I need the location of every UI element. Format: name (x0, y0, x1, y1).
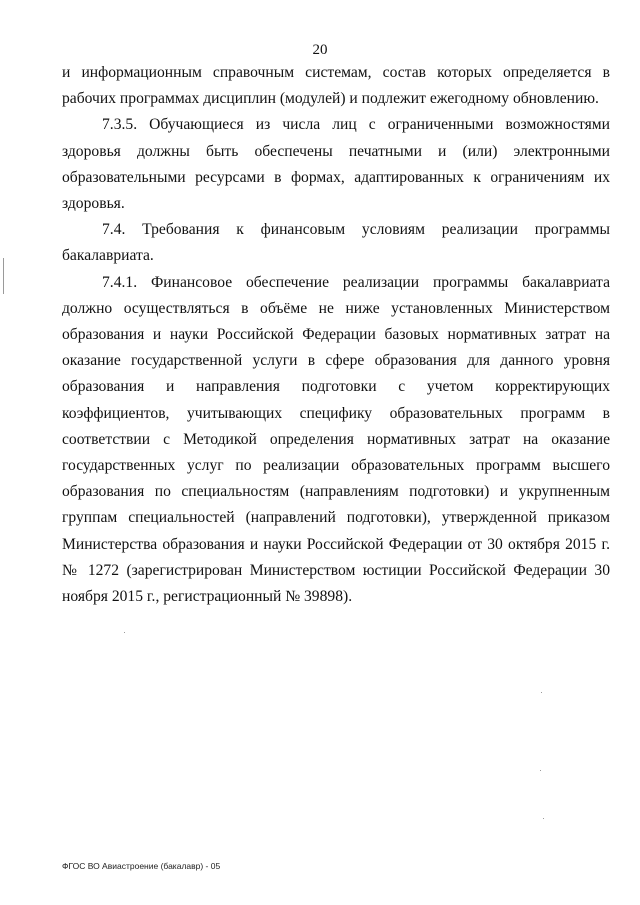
scan-artifact-mark (3, 258, 4, 294)
scan-artifact-dot (543, 818, 544, 819)
paragraph-7-4-1: 7.4.1. Финансовое обеспечение реализации программы бакалавриата должно осуществляться в объёме не ниже установленных Министерством образования и науки Российской Федерации базовых нормативных затрат на оказание государственной услуги в сфере образования для данного уровня образования и направления подготовки с учетом корректирующих коэффициентов, учитывающих специфику образовательных программ в соответствии с Методикой определения нормативных затрат на оказание государственных услуг по реализации образовательных программ высшего образования по специальностям (направлениям подготовки) и укрупненным группам специальностей (направлений подготовки), утвержденной приказом Министерства образования и науки Российской Федерации от 30 октября 2015 г. № 1272 (зарегистрирован Министерством юстиции Российской Федерации 30 ноября 2015 г., регистрационный № 39898). (62, 273, 610, 606)
page-number: 20 (312, 42, 328, 58)
scan-artifact-dot (540, 770, 541, 771)
paragraph-continuation: и информационным справочным системам, состав которых определяется в рабочих программах дисциплин (модулей) и подлежит ежегодному обновлению. (62, 64, 610, 108)
scan-artifact-dot (124, 632, 125, 633)
paragraph-7-3-5: 7.3.5. Обучающиеся из числа лиц с ограниченными возможностями здоровья должны быть обеспечены печатными и (или) электронными образовательными ресурсами в формах, адаптированных к ограничениям их здоровья. (62, 116, 610, 213)
scan-artifact-dot (541, 692, 542, 693)
document-footer: ФГОС ВО Авиастроение (бакалавр) - 05 (62, 861, 221, 871)
paragraph-7-4: 7.4. Требования к финансовым условиям реализации программы бакалавриата. (62, 221, 610, 265)
body-text (62, 60, 610, 610)
